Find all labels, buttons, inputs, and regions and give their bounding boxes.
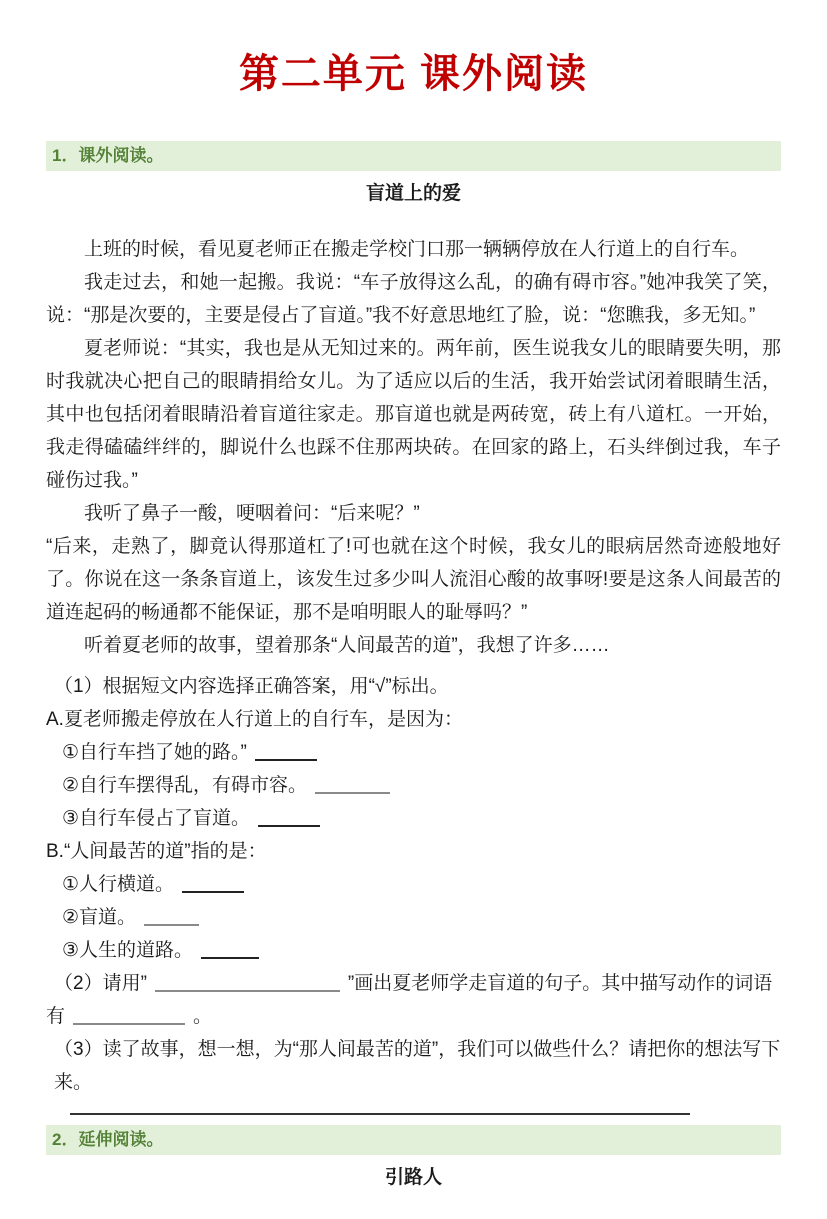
question-block (46, 670, 781, 1115)
question-1-label: （1）根据短文内容选择正确答案，用“√”标出。 (54, 676, 449, 697)
question-2-line2-pre: 有 (46, 1006, 66, 1027)
section-2-banner (46, 1125, 781, 1155)
question-1b-lead: B.“人间最苦的道”指的是： (46, 841, 267, 862)
option-text: ①人行横道。 (62, 874, 175, 895)
section-1-heading: 1．课外阅读。 (52, 146, 164, 165)
passage-paragraph: 听着夏老师的故事，望着那条“人间最苦的道”，我想了许多…… (84, 635, 610, 656)
option-text: ③自行车侵占了盲道。 (62, 808, 251, 829)
passage-paragraph: 我走过去，和她一起搬。我说：“车子放得这么乱，的确有碍市容。”她冲我笑了笑，说：“那是次要的，主要是侵占了盲道。”我不好意思地红了脸，说：“您瞧我，多无知。” (46, 272, 781, 326)
passage-1-title: 盲道上的爱 (365, 183, 461, 204)
answer-write-line (70, 1113, 690, 1115)
passage-paragraph: 上班的时候，看见夏老师正在搬走学校门口那一辆辆停放在人行道上的自行车。 (84, 239, 750, 260)
answer-blank (201, 939, 259, 959)
option-text: ①自行车挡了她的路。” (62, 742, 247, 763)
question-2-pre: （2）请用” (54, 973, 147, 994)
answer-blank (255, 741, 317, 761)
page-title: 第二单元 课外阅读 (238, 52, 589, 96)
option-line (46, 934, 781, 967)
option-text: ②盲道。 (62, 907, 137, 928)
option-line (46, 901, 781, 934)
question-1a-lead: A.夏老师搬走停放在人行道上的自行车，是因为： (46, 709, 463, 730)
section-1-banner (46, 141, 781, 171)
answer-blank (315, 774, 390, 794)
passage-paragraph: 夏老师说：“其实，我也是从无知过来的。两年前，医生说我女儿的眼睛要失明，那时我就决心把自己的眼睛捐给女儿。为了适应以后的生活，我开始尝试闭着眼睛生活，其中也包括闭着眼睛沿着盲道往家走。那盲道也就是两砖宽，砖上有八道杠。一开始，我走得磕磕绊绊的，脚说什么也踩不住那两块砖。在回家的路上，石头绊倒过我，车子碰伤过我。” (46, 338, 781, 491)
question-2-line-2 (46, 1000, 781, 1033)
option-line (46, 868, 781, 901)
option-text: ②自行车摆得乱，有碍市容。 (62, 775, 308, 796)
option-line (46, 769, 781, 802)
answer-blank (73, 1005, 185, 1025)
question-3-label: （3）读了故事，想一想，为“那人间最苦的道”，我们可以做些什么？请把你的想法写下来。 (54, 1039, 781, 1093)
answer-blank (258, 807, 320, 827)
option-line (46, 802, 781, 835)
question-2-post: ”画出夏老师学走盲道的句子。其中描写动作的词语 (347, 973, 773, 994)
passage-paragraph: 我听了鼻子一酸，哽咽着问：“后来呢？” (84, 503, 420, 524)
question-2-line (46, 967, 781, 1000)
passage-1-body (46, 233, 781, 662)
option-line (46, 736, 781, 769)
answer-blank (144, 906, 199, 926)
passage-paragraph: “后来，走熟了，脚竟认得那道杠了!可也就在这个时候，我女儿的眼病居然奇迹般地好了。你说在这一条条盲道上，该发生过多少叫人流泪心酸的故事呀!要是这条人间最苦的道连起码的畅通都不能保证，那不是咱明眼人的耻辱吗？” (46, 536, 781, 623)
passage-2-title: 引路人 (384, 1167, 442, 1188)
section-2-heading: 2．延伸阅读。 (52, 1130, 164, 1149)
answer-blank (182, 873, 244, 893)
answer-blank (155, 972, 340, 992)
worksheet-page (0, 50, 827, 1193)
option-text: ③人生的道路。 (62, 940, 194, 961)
question-2-line2-post: 。 (193, 1006, 213, 1027)
